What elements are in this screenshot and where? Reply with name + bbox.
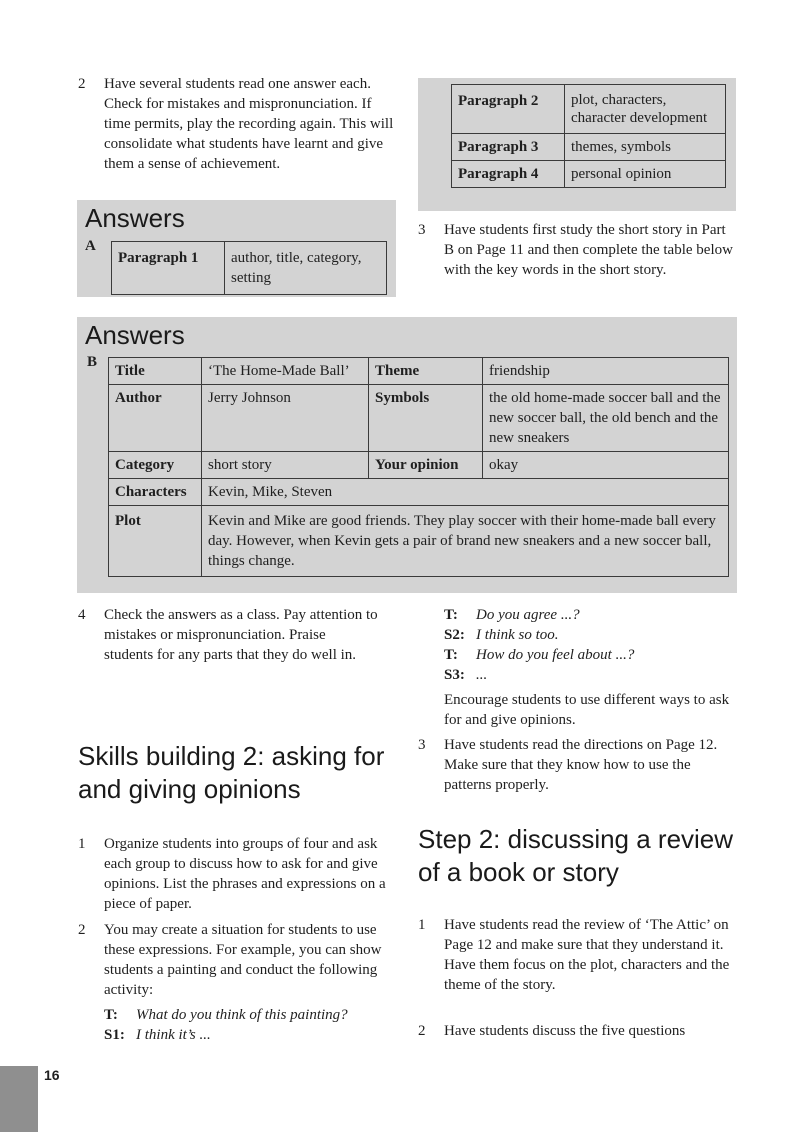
item-number: 1 xyxy=(78,836,86,852)
answers-b-label: B xyxy=(87,354,98,370)
page-number: 16 xyxy=(44,1067,60,1083)
item-text: Organize students into groups of four and ask each group to discuss how to ask for and give opinions. List the phrases and expressions on a piece of paper. xyxy=(104,836,386,912)
dialogue-line xyxy=(444,625,740,645)
utterance: I think so too. xyxy=(476,627,559,643)
encourage-text: Encourage students to use different ways to ask for and give opinions. xyxy=(444,692,730,728)
utterance: I think it’s ... xyxy=(136,1027,211,1043)
paragraph-table-box xyxy=(418,78,736,211)
instruction-item-2 xyxy=(78,74,400,174)
answers-a-title: Answers xyxy=(85,203,185,233)
skills-heading: Skills building 2: asking for and giving opinions xyxy=(78,741,385,804)
step2-item-1 xyxy=(418,915,740,995)
item-text: Have several students read one answer each. Check for mistakes and mispronunciation. If time permits, play the recording again. This will consolidate what students have learnt and give them a sense of achievement. xyxy=(104,76,394,172)
instruction-item-3-directions xyxy=(418,735,736,795)
utterance: ... xyxy=(476,667,488,683)
table-cell-value: okay xyxy=(483,452,729,479)
table-cell-value: Jerry Johnson xyxy=(202,385,369,452)
utterance: What do you think of this painting? xyxy=(136,1007,348,1023)
story-table xyxy=(108,357,729,577)
step2-heading: Step 2: discussing a review of a book or story xyxy=(418,824,734,887)
table-row xyxy=(109,358,729,385)
table-cell-key: Characters xyxy=(109,479,202,506)
utterance: How do you feel about ...? xyxy=(476,647,635,663)
table-cell-value: plot, characters, character development xyxy=(565,85,726,134)
speaker: T: xyxy=(104,1007,118,1023)
table-cell-key: Author xyxy=(109,385,202,452)
item-number: 3 xyxy=(418,737,426,753)
table-row xyxy=(109,506,729,577)
item-text: Have students read the review of ‘The Attic’ on Page 12 and make sure that they understand it. Have them focus on the plot, characters and the theme of the story. xyxy=(444,917,730,993)
table-cell-value: short story xyxy=(202,452,369,479)
item-number: 2 xyxy=(78,922,86,938)
table-row xyxy=(452,161,726,188)
instruction-item-3 xyxy=(418,220,734,280)
table-row xyxy=(452,134,726,161)
table-cell-value: personal opinion xyxy=(565,161,726,188)
table-cell-key: Paragraph 1 xyxy=(112,242,225,295)
table-cell-key: Your opinion xyxy=(369,452,483,479)
dialogue-line xyxy=(444,645,740,665)
dialogue-line xyxy=(444,665,740,685)
item-number: 2 xyxy=(418,1023,426,1039)
instruction-item-4 xyxy=(78,605,378,665)
table-cell-key: Category xyxy=(109,452,202,479)
table-row xyxy=(109,452,729,479)
table-row xyxy=(109,479,729,506)
paragraph-table xyxy=(451,84,726,188)
table-row xyxy=(452,85,726,134)
table-cell-value: ‘The Home-Made Ball’ xyxy=(202,358,369,385)
item-number: 2 xyxy=(78,76,86,92)
item-text: Have students first study the short story in Part B on Page 11 and then complete the table below with the key words in the short story. xyxy=(444,222,733,278)
table-cell-value: author, title, category, setting xyxy=(225,242,387,295)
table-cell-value: Kevin, Mike, Steven xyxy=(202,479,729,506)
skills-item-2 xyxy=(78,920,386,1000)
table-row xyxy=(109,385,729,452)
table-cell-key: Paragraph 2 xyxy=(452,85,565,134)
skills-item-1 xyxy=(78,834,400,914)
table-cell-key: Paragraph 4 xyxy=(452,161,565,188)
step2-item-2 xyxy=(418,1021,740,1041)
table-cell-value: themes, symbols xyxy=(565,134,726,161)
table-cell-value: Kevin and Mike are good friends. They play soccer with their home-made ball every day. However, when Kevin gets a pair of brand new sneakers and a new soccer ball, things change. xyxy=(202,506,729,577)
speaker: S1: xyxy=(104,1027,125,1043)
item-text: Check the answers as a class. Pay attention to mistakes or mispronunciation. Praise students for any parts that they do well in. xyxy=(104,607,378,663)
dialogue-line xyxy=(104,1005,400,1025)
answers-a-label: A xyxy=(85,238,96,254)
item-text: Have students discuss the five questions xyxy=(444,1023,686,1039)
item-text: You may create a situation for students to use these expressions. For example, you can show students a painting and conduct the following activity: xyxy=(104,922,382,998)
table-cell-key: Paragraph 3 xyxy=(452,134,565,161)
answers-a-box xyxy=(77,200,396,297)
table-cell-key: Symbols xyxy=(369,385,483,452)
item-number: 4 xyxy=(78,607,86,623)
answers-a-table xyxy=(111,241,387,295)
table-cell-key: Plot xyxy=(109,506,202,577)
table-cell-key: Theme xyxy=(369,358,483,385)
item-number: 3 xyxy=(418,222,426,238)
table-cell-value: the old home-made soccer ball and the new soccer ball, the old bench and the new sneakers xyxy=(483,385,729,452)
dialogue-right xyxy=(444,605,740,685)
answers-b-box xyxy=(77,317,737,593)
utterance: Do you agree ...? xyxy=(476,607,580,623)
speaker: S2: xyxy=(444,627,465,643)
page-tab xyxy=(0,1066,38,1132)
answers-b-title: Answers xyxy=(85,320,185,350)
item-number: 1 xyxy=(418,917,426,933)
item-text: Have students read the directions on Page 12. Make sure that they know how to use the patterns properly. xyxy=(444,737,718,793)
table-cell-key: Title xyxy=(109,358,202,385)
speaker: T: xyxy=(444,647,458,663)
table-cell-value: friendship xyxy=(483,358,729,385)
speaker: S3: xyxy=(444,667,465,683)
speaker: T: xyxy=(444,607,458,623)
dialogue-left xyxy=(104,1005,400,1045)
table-row xyxy=(112,242,387,295)
dialogue-line xyxy=(104,1025,400,1045)
dialogue-line xyxy=(444,605,740,625)
